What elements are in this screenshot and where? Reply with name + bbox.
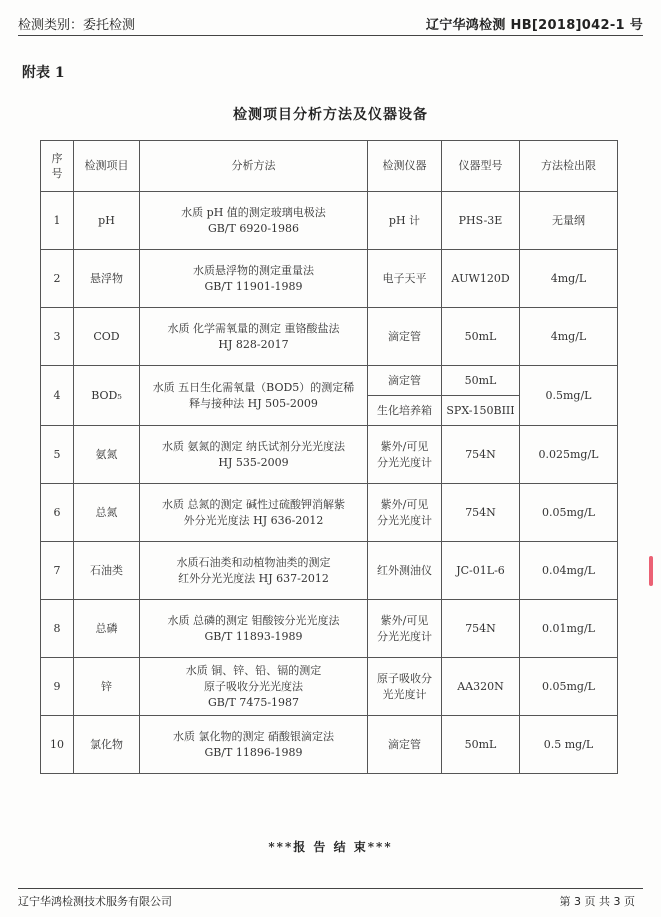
row-number: 6: [41, 484, 74, 542]
detection-limit: 0.5 mg/L: [520, 716, 618, 774]
instrument: [368, 600, 442, 658]
row-number: 2: [41, 250, 74, 308]
test-item: 石油类: [74, 542, 140, 600]
table-row: [41, 658, 618, 716]
table-header-row: [41, 141, 618, 192]
analysis-method-line: 释与接种法 HJ 505-2009: [189, 396, 318, 410]
instrument-model: 754N: [442, 484, 520, 542]
test-item: 锌: [74, 658, 140, 716]
analysis-method: [140, 366, 368, 426]
instrument-model: 50mL: [442, 308, 520, 366]
detection-limit: 0.01mg/L: [520, 600, 618, 658]
table-title: 检测项目分析方法及仪器设备: [233, 107, 428, 123]
analysis-method-line: 水质 pH 值的测定玻璃电极法: [181, 205, 326, 219]
analysis-method-line: HJ 828-2017: [218, 337, 289, 351]
table-row: [41, 366, 618, 396]
row-number: 4: [41, 366, 74, 426]
analysis-method-line: 水质 氨氮的测定 纳氏试剂分光光度法: [162, 439, 345, 453]
instrument: [368, 658, 442, 716]
row-number: 9: [41, 658, 74, 716]
company-name: 辽宁华鸿检测技术服务有限公司: [18, 895, 172, 908]
table-row: [41, 542, 618, 600]
detection-limit: 0.04mg/L: [520, 542, 618, 600]
analysis-method-line: 水质石油类和动植物油类的测定: [176, 555, 331, 569]
table-row: [41, 250, 618, 308]
instrument-line: 紫外/可见: [380, 497, 429, 511]
test-item: 悬浮物: [74, 250, 140, 308]
instrument-model: JC-01L-6: [442, 542, 520, 600]
instrument-line: 原子吸收分: [377, 671, 432, 685]
instrument: 红外测油仪: [368, 542, 442, 600]
analysis-method-line: HJ 535-2009: [218, 455, 289, 469]
col-header-no-text: 序号: [51, 151, 63, 180]
report-number: 辽宁华鸿检测 HB[2018]042-1 号: [425, 18, 643, 33]
table-row: [41, 716, 618, 774]
instrument: [368, 484, 442, 542]
table-row: [41, 600, 618, 658]
instrument-line: 分光光度计: [377, 455, 432, 469]
methods-table: [40, 140, 618, 774]
analysis-method: [140, 658, 368, 716]
analysis-method: [140, 484, 368, 542]
test-category: 检测类别：委托检测: [18, 18, 136, 33]
analysis-method-line: 原子吸收分光光度法: [204, 679, 303, 693]
row-number: 10: [41, 716, 74, 774]
row-number: 1: [41, 192, 74, 250]
analysis-method-line: 水质 五日生化需氧量（BOD5）的测定稀: [152, 380, 355, 394]
analysis-method: [140, 192, 368, 250]
instrument: pH 计: [368, 192, 442, 250]
analysis-method-line: 水质悬浮物的测定重量法: [193, 263, 314, 277]
analysis-method-line: GB/T 11893-1989: [204, 629, 303, 643]
col-header-model: 仪器型号: [442, 141, 520, 192]
detection-limit: 4mg/L: [520, 308, 618, 366]
col-header-item: 检测项目: [74, 141, 140, 192]
analysis-method-line: 水质 总氮的测定 碱性过硫酸钾消解紫: [162, 497, 345, 511]
table-row: [41, 192, 618, 250]
row-number: 5: [41, 426, 74, 484]
table-row: [41, 484, 618, 542]
analysis-method-line: 外分光光度法 HJ 636-2012: [183, 513, 324, 527]
test-item: BOD₅: [74, 366, 140, 426]
analysis-method: [140, 308, 368, 366]
instrument-model: 50mL: [442, 366, 520, 396]
analysis-method-line: GB/T 7475-1987: [207, 695, 300, 709]
test-item: 氯化物: [74, 716, 140, 774]
analysis-method-line: 水质 总磷的测定 钼酸铵分光光度法: [167, 613, 340, 627]
page-header: [18, 10, 643, 34]
instrument: 电子天平: [368, 250, 442, 308]
instrument-model: PHS-3E: [442, 192, 520, 250]
analysis-method: [140, 600, 368, 658]
analysis-method-line: GB/T 6920-1986: [207, 221, 300, 235]
col-header-limit: 方法检出限: [520, 141, 618, 192]
instrument: 滴定管: [368, 308, 442, 366]
instrument: 滴定管: [368, 716, 442, 774]
detection-limit: 4mg/L: [520, 250, 618, 308]
detection-limit: 0.05mg/L: [520, 658, 618, 716]
analysis-method-line: GB/T 11901-1989: [204, 279, 303, 293]
instrument-model: 754N: [442, 600, 520, 658]
instrument-model: AUW120D: [442, 250, 520, 308]
instrument-line: 紫外/可见: [380, 439, 429, 453]
instrument-line: 紫外/可见: [380, 613, 429, 627]
row-number: 7: [41, 542, 74, 600]
test-item: COD: [74, 308, 140, 366]
detection-limit: 0.025mg/L: [520, 426, 618, 484]
analysis-method-line: 水质 氯化物的测定 硝酸银滴定法: [173, 729, 334, 743]
instrument: [368, 426, 442, 484]
header-rule: [18, 35, 643, 36]
page-number: 第 3 页 共 3 页: [559, 895, 635, 908]
test-item: 总磷: [74, 600, 140, 658]
detection-limit: 0.05mg/L: [520, 484, 618, 542]
instrument: 生化培养箱: [368, 396, 442, 426]
analysis-method: [140, 716, 368, 774]
detection-limit: 无量纲: [520, 192, 618, 250]
col-header-no: [41, 141, 74, 192]
instrument-line: 分光光度计: [377, 513, 432, 527]
row-number: 3: [41, 308, 74, 366]
instrument-model: SPX-150BIII: [442, 396, 520, 426]
analysis-method-line: 水质 铜、锌、铅、镉的测定: [185, 663, 322, 677]
instrument-line: 分光光度计: [377, 629, 432, 643]
instrument-line: 光光度计: [382, 687, 427, 701]
row-number: 8: [41, 600, 74, 658]
analysis-method-line: 水质 化学需氧量的测定 重铬酸盐法: [167, 321, 340, 335]
report-end-text: ***报 告 结 束***: [268, 840, 393, 854]
analysis-method: [140, 426, 368, 484]
detection-limit: 0.5mg/L: [520, 366, 618, 426]
analysis-method: [140, 250, 368, 308]
test-item: 氨氮: [74, 426, 140, 484]
test-item: 总氮: [74, 484, 140, 542]
analysis-method-line: 红外分光光度法 HJ 637-2012: [178, 571, 329, 585]
table-row: [41, 426, 618, 484]
red-pen-mark: [649, 556, 653, 586]
instrument-model: 50mL: [442, 716, 520, 774]
test-item: pH: [74, 192, 140, 250]
instrument-model: AA320N: [442, 658, 520, 716]
instrument: 滴定管: [368, 366, 442, 396]
attachment-label: 附表 1: [22, 65, 65, 81]
footer-rule: [18, 888, 643, 889]
instrument-model: 754N: [442, 426, 520, 484]
analysis-method-line: GB/T 11896-1989: [204, 745, 303, 759]
col-header-instrument: 检测仪器: [368, 141, 442, 192]
analysis-method: [140, 542, 368, 600]
table-row: [41, 308, 618, 366]
col-header-method: 分析方法: [140, 141, 368, 192]
